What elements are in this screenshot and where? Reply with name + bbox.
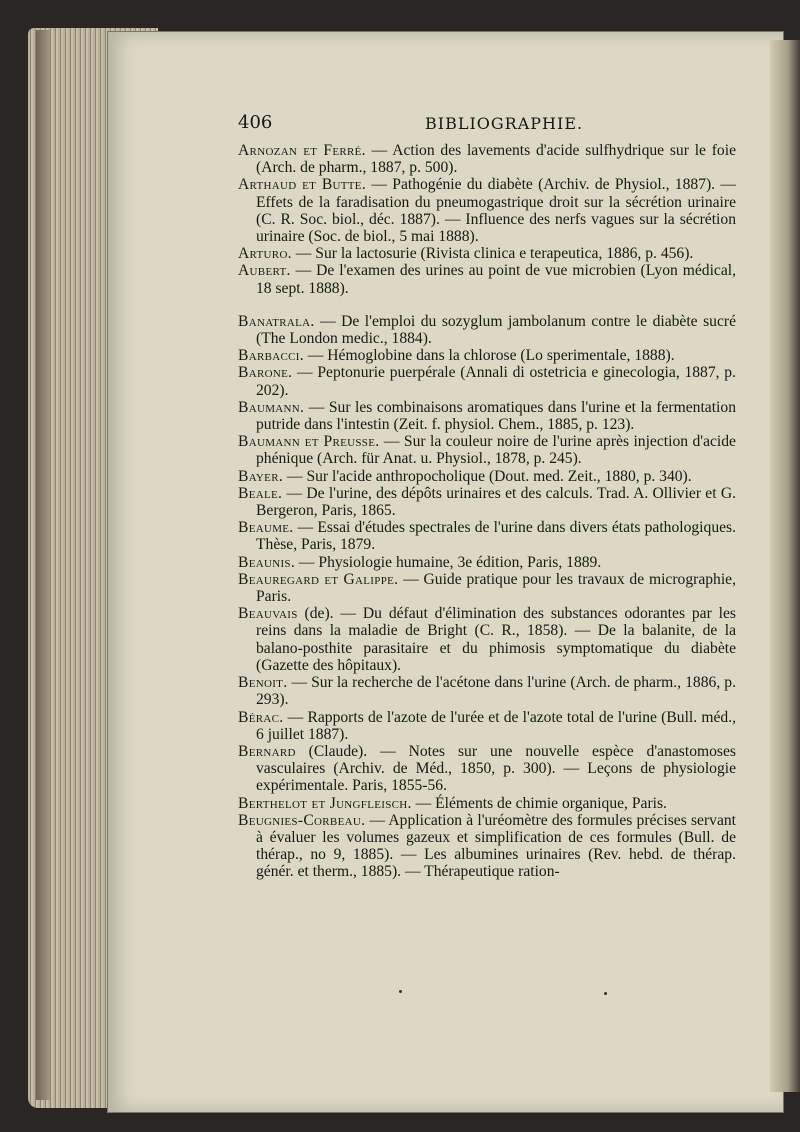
bibliography-entry xyxy=(238,399,736,433)
bibliography-entry xyxy=(238,364,736,398)
bibliography-entry xyxy=(238,519,736,553)
entry-author: Barbacci. xyxy=(238,347,304,365)
entry-text: — De l'examen des urines au point de vue microbien (Lyon médical, 18 sept. 1888). xyxy=(256,262,736,297)
entry-text: — Rapports de l'azote de l'urée et de l'azote total de l'urine (Bull. méd., 6 juillet 1887). xyxy=(256,708,736,743)
entry-author: Beale. xyxy=(238,484,283,502)
entry-text: — Hémoglobine dans la chlorose (Lo sperimentale, 1888). xyxy=(303,347,675,365)
bibliography-entry xyxy=(238,795,736,812)
entry-text: — Sur la lactosurie (Rivista clinica e terapeutica, 1886, p. 456). xyxy=(291,245,694,263)
bibliography-entry xyxy=(238,245,736,262)
entry-text: — Physiologie humaine, 3e édition, Paris, 1889. xyxy=(295,553,602,571)
entry-text: — Sur la couleur noire de l'urine après injection d'acide phénique (Arch. für Anat. u. Physiol., 1878, p. 245). xyxy=(256,433,736,468)
bibliography-entry xyxy=(238,347,736,364)
bibliography-entry xyxy=(238,812,736,881)
entry-text: — Sur l'acide anthropocholique (Dout. med. Zeit., 1880, p. 340). xyxy=(283,467,692,485)
page-number: 406 xyxy=(238,112,273,133)
bibliography-entry xyxy=(238,485,736,519)
bibliography-entry xyxy=(238,743,736,795)
entry-author: Baumann. xyxy=(238,398,305,416)
entry-text: — Essai d'études spectrales de l'urine dans divers états pathologiques. Thèse, Paris, 1879. xyxy=(256,519,736,554)
bibliography-entry xyxy=(238,468,736,485)
entry-text: — Guide pratique pour les travaux de micrographie, Paris. xyxy=(256,570,736,606)
entry-author: Benoit. xyxy=(238,674,288,692)
running-title: BIBLIOGRAPHIE. xyxy=(425,114,584,133)
entry-author: Barone. xyxy=(238,364,293,382)
bibliography-entry xyxy=(238,313,736,347)
page-header xyxy=(238,112,778,142)
bibliography-entry xyxy=(238,709,736,743)
entry-author: Beugnies-Corbeau. xyxy=(238,811,366,829)
ink-speck xyxy=(604,992,607,995)
entry-author: Bernard xyxy=(238,742,296,760)
bibliography-entry xyxy=(238,605,736,674)
letter-section-gap xyxy=(238,297,736,313)
entry-author: Beaunis. xyxy=(238,553,296,571)
entry-text: — De l'emploi du sozyglum jambolanum contre le diabète sucré (The London medic., 1884). xyxy=(256,312,736,348)
entry-author: Bayer. xyxy=(238,467,284,485)
entry-text: — Sur les combinaisons aromatiques dans l'urine et la fermentation putride dans l'intestin (Zeit. f. physiol. Chem., 1885, p. 123). xyxy=(256,398,736,434)
entry-author: Banatrala. xyxy=(238,312,315,330)
book-binding xyxy=(36,30,50,1100)
entry-text: — De l'urine, des dépôts urinaires et des calculs. Trad. A. Ollivier et G. Bergeron, Paris, 1865. xyxy=(256,484,736,520)
entry-text: (Claude). — Notes sur une nouvelle espèce d'anastomoses vasculaires (Archiv. de Méd., 1850, p. 300). — Leçons de physiologie expérimentale. Paris, 1855-56. xyxy=(256,742,736,795)
bibliography-list xyxy=(238,142,736,881)
bibliography-entry xyxy=(238,433,736,467)
entry-author: Arthaud et Butte. xyxy=(238,176,367,194)
bibliography-entry xyxy=(238,262,736,296)
entry-author: Aubert. xyxy=(238,262,291,280)
entry-author: Beauvais xyxy=(238,605,298,623)
entry-text: — Éléments de chimie organique, Paris. xyxy=(411,794,667,812)
entry-text: — Sur la recherche de l'acétone dans l'urine (Arch. de pharm., 1886, p. 293). xyxy=(256,674,736,709)
entry-author: Baumann et Preusse. xyxy=(238,433,380,451)
entry-author: Beauregard et Galippe. xyxy=(238,570,399,588)
ink-speck xyxy=(399,990,402,993)
entry-text: — Pathogénie du diabète (Archiv. de Physiol., 1887). — Effets de la faradisation du pneumogastrique droit sur la sécrétion urinaire (C. R. Soc. biol., déc. 1887). — Influence des nerfs vagues sur la sécrétion urinaire (Soc. de biol., 5 mai 1888). xyxy=(256,176,737,246)
entry-author: Arturo. xyxy=(238,245,292,263)
entry-text: — Peptonurie puerpérale (Annali di ostetricia e ginecologia, 1887, p. 202). xyxy=(256,364,736,399)
bibliography-entry xyxy=(238,176,736,245)
entry-author: Bérac. xyxy=(238,708,284,726)
entry-text: (de). — Du défaut d'élimination des substances odorantes par les reins dans la maladie de Bright (C. R., 1858). — De la balanite, de la balano-posthite parasitaire et du phimosis symptomatique du diabète (Gazette des hôpitaux). xyxy=(256,605,736,674)
bibliography-entry xyxy=(238,571,736,605)
entry-text: — Application à l'uréomètre des formules précises servant à évaluer les volumes gazeux et simplification de ces formules (Bull. de thérap., no 9, 1885). — Les albumines urinaires (Rev. hebd. de thérap. génér. et therm., 1885). — Thérapeutique ration- xyxy=(256,811,736,881)
bibliography-entry xyxy=(238,554,736,571)
facing-page-edge xyxy=(770,40,800,1092)
bibliography-entry xyxy=(238,142,736,176)
entry-author: Berthelot et Jungfleisch. xyxy=(238,794,412,812)
entry-author: Arnozan et Ferré. xyxy=(238,142,366,159)
bibliography-entry xyxy=(238,674,736,708)
entry-author: Beaume. xyxy=(238,519,294,537)
entry-text: — Action des lavements d'acide sulfhydrique sur le foie (Arch. de pharm., 1887, p. 500). xyxy=(256,142,736,177)
